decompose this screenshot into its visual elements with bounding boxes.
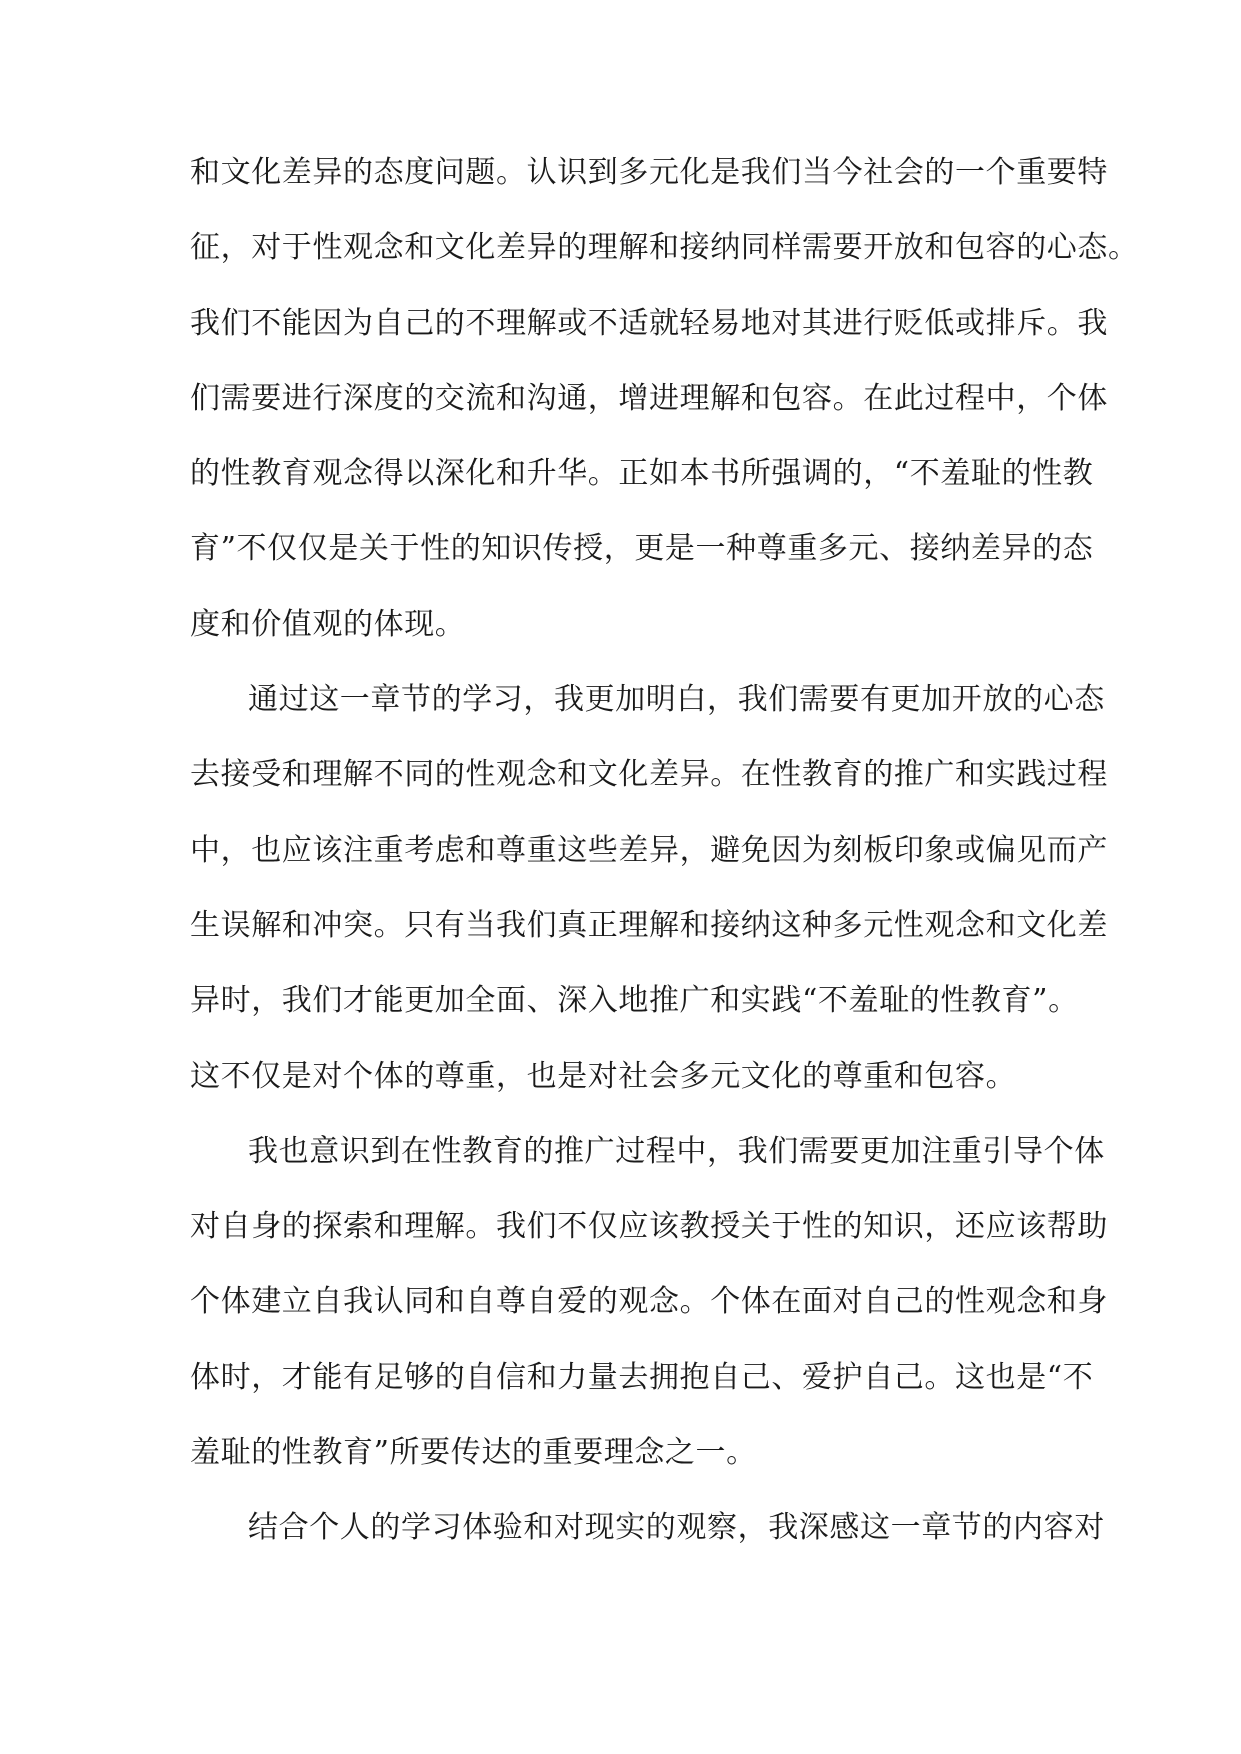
text-line: 度和价值观的体现。 [190,606,466,642]
paragraph-start-line: 结合个人的学习体验和对现实的观察，我深感这一章节的内容对 [248,1510,1105,1546]
text-line: 的性教育观念得以深化和升华。正如本书所强调的，“不羞耻的性教 [190,456,1094,492]
text-line: 对自身的探索和理解。我们不仅应该教授关于性的知识，还应该帮助 [190,1209,1108,1245]
text-line: 生误解和冲突。只有当我们真正理解和接纳这种多元性观念和文化差 [190,907,1108,943]
text-line: 异时，我们才能更加全面、深入地推广和实践“不羞耻的性教育”。 [190,983,1079,1019]
text-line: 和文化差异的态度问题。认识到多元化是我们当今社会的一个重要特 [190,155,1108,190]
text-line: 体时，才能有足够的自信和力量去拥抱自己、爱护自己。这也是“不 [190,1359,1094,1395]
text-line: 们需要进行深度的交流和沟通，增进理解和包容。在此过程中，个体 [190,380,1108,416]
text-line: 个体建立自我认同和自尊自爱的观念。个体在面对自己的性观念和身 [190,1284,1108,1320]
text-line: 去接受和理解不同的性观念和文化差异。在性教育的推广和实践过程 [190,757,1108,793]
text-line: 中，也应该注重考虑和尊重这些差异，避免因为刻板印象或偏见而产 [190,832,1108,868]
paragraph-start-line: 我也意识到在性教育的推广过程中，我们需要更加注重引导个体 [248,1133,1105,1169]
text-line: 我们不能因为自己的不理解或不适就轻易地对其进行贬低或排斥。我 [190,305,1108,341]
text-line: 征，对于性观念和文化差异的理解和接纳同样需要开放和包容的心态。 [190,230,1139,266]
paragraph-start-line: 通过这一章节的学习，我更加明白，我们需要有更加开放的心态 [248,682,1105,718]
body-text [190,148,1139,1579]
text-line: 育”不仅仅是关于性的知识传授，更是一种尊重多元、接纳差异的态 [190,531,1094,567]
text-line: 这不仅是对个体的尊重，也是对社会多元文化的尊重和包容。 [190,1058,1017,1094]
text-line: 羞耻的性教育”所要传达的重要理念之一。 [190,1435,757,1471]
